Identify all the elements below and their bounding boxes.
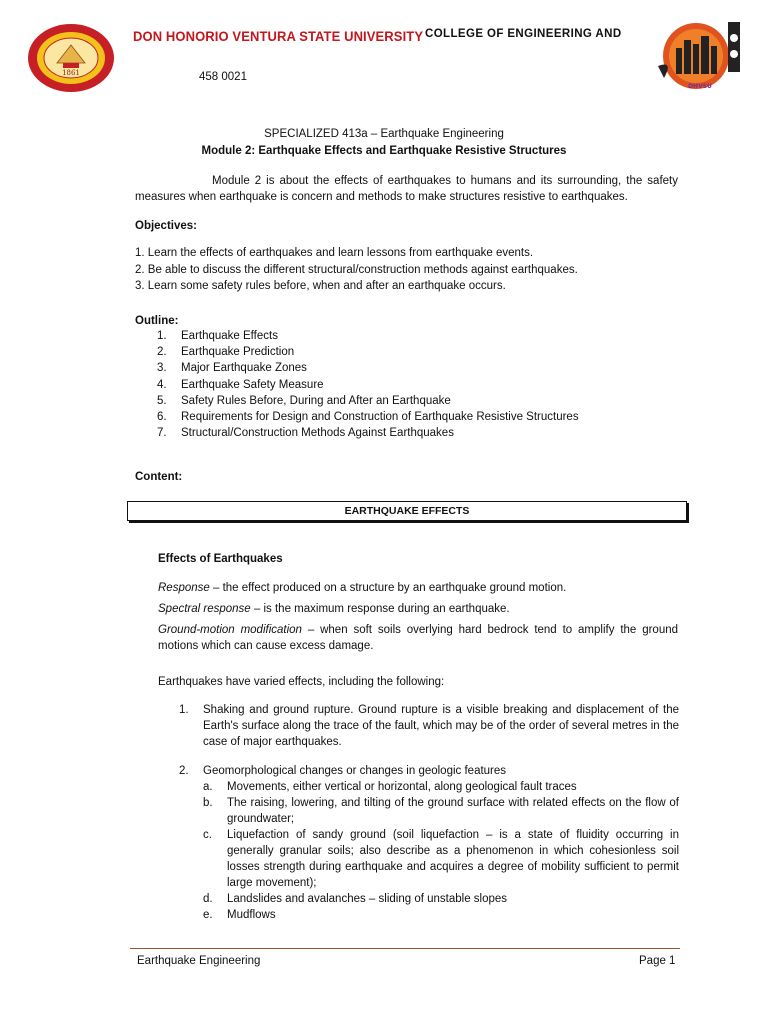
sub-item: c. Liquefaction of sandy ground (soil liquefaction – is a state of fluidity occurring in generally granular soils; also describe as a phenomenon in which cohesionless soil losses strength during earthquake and acquires a degree of mobility sufficient to permit large movement); [203,829,679,889]
page-number: Page 1 [639,955,676,967]
sub-item: e. Mudflows [203,909,276,921]
outline-item: 1. Earthquake Effects [157,330,278,342]
definition-response: Response – the effect produced on a structure by an earthquake ground motion. [158,582,567,594]
outline-list [157,328,717,441]
effects-heading: Effects of Earthquakes [158,553,283,565]
definition-spectral-response: Spectral response – is the maximum response during an earthquake. [158,603,510,615]
college-name: COLLEGE OF ENGINEERING AND [425,28,622,40]
outline-item: 2. Earthquake Prediction [157,346,295,359]
footer-title: Earthquake Engineering [137,955,261,967]
sub-item: d. Landslides and avalanches – sliding of unstable slopes [203,893,508,905]
outline-heading: Outline: [135,315,179,327]
sub-item: a. Movements, either vertical or horizontal, along geological fault traces [203,781,577,793]
objectives-list [135,245,695,295]
university-name: DON HONORIO VENTURA STATE UNIVERSITY [133,28,424,45]
objectives-heading: Objectives: [135,220,197,232]
effect-item: 2. Geomorphological changes or changes in geologic features a. Movements, either vertical or horizontal, along geological fault traces b. The raising, lowering, and tilting of the ground surface with related effects on the flow of groundwater; c. Liquefaction of sandy ground (soil liquefaction – is a state of fluidity occurring in generally granular soils; also describe as a phenomenon in which cohesionless soil losses strength during earthquake and acquires a degree of mobility sufficient to permit large movement); d. Landslides and avalanches – sliding of unstable slopes e. Mudflows [179,765,679,921]
module-title: Module 2: Earthquake Effects and Earthquake Resistive Structures [201,145,567,157]
footer-divider [130,948,680,949]
objective-item: 2. Be able to discuss the different structural/construction methods against earthquakes. [135,263,578,276]
outline-item: 4. Earthquake Safety Measure [157,378,324,391]
seal-year: 1861 [62,69,80,77]
varied-effects-intro: Earthquakes have varied effects, including the following: [158,676,445,688]
effect-item-title: Geomorphological changes or changes in geologic features [203,765,507,777]
sub-item: b. The raising, lowering, and tilting of the ground surface with related effects on the flow of groundwater; [203,797,679,825]
course-title: SPECIALIZED 413a – Earthquake Engineering [264,128,504,140]
definition-ground-motion: Ground-motion modification – when soft soils overlying hard bedrock tend to amplify the ground motions which can cause excess damage. [158,624,679,652]
college-logo [654,18,746,92]
content-heading: Content: [135,471,183,483]
intro-paragraph: Module 2 is about the effects of earthquakes to humans and its surrounding, the safety measures when earthquake is concern and methods to make structures resistive to earthquakes. [135,175,678,203]
outline-item: 5. Safety Rules Before, During and After an Earthquake [157,394,451,407]
section-title: EARTHQUAKE EFFECTS [344,505,470,517]
objective-item: 3. Learn some safety rules before, when and after an earthquake occurs. [135,280,506,292]
outline-item: 7. Structural/Construction Methods Against Earthquakes [157,427,454,440]
section-title-box [127,501,687,521]
outline-item: 6. Requirements for Design and Construction of Earthquake Resistive Structures [157,410,579,423]
university-seal-logo [27,23,115,93]
logo-text: DHVSU [688,83,712,90]
outline-item: 3. Major Earthquake Zones [157,362,307,375]
effect-item: 1. Shaking and ground rupture. Ground rupture is a visible breaking and displacement of the Earth's surface along the trace of the fault, which may be of the order of several metres in the case of major earthquakes. [179,704,679,748]
objective-item: 1. Learn the effects of earthquakes and learn lessons from earthquake events. [135,247,534,259]
phone-number: 458 0021 [199,71,247,83]
